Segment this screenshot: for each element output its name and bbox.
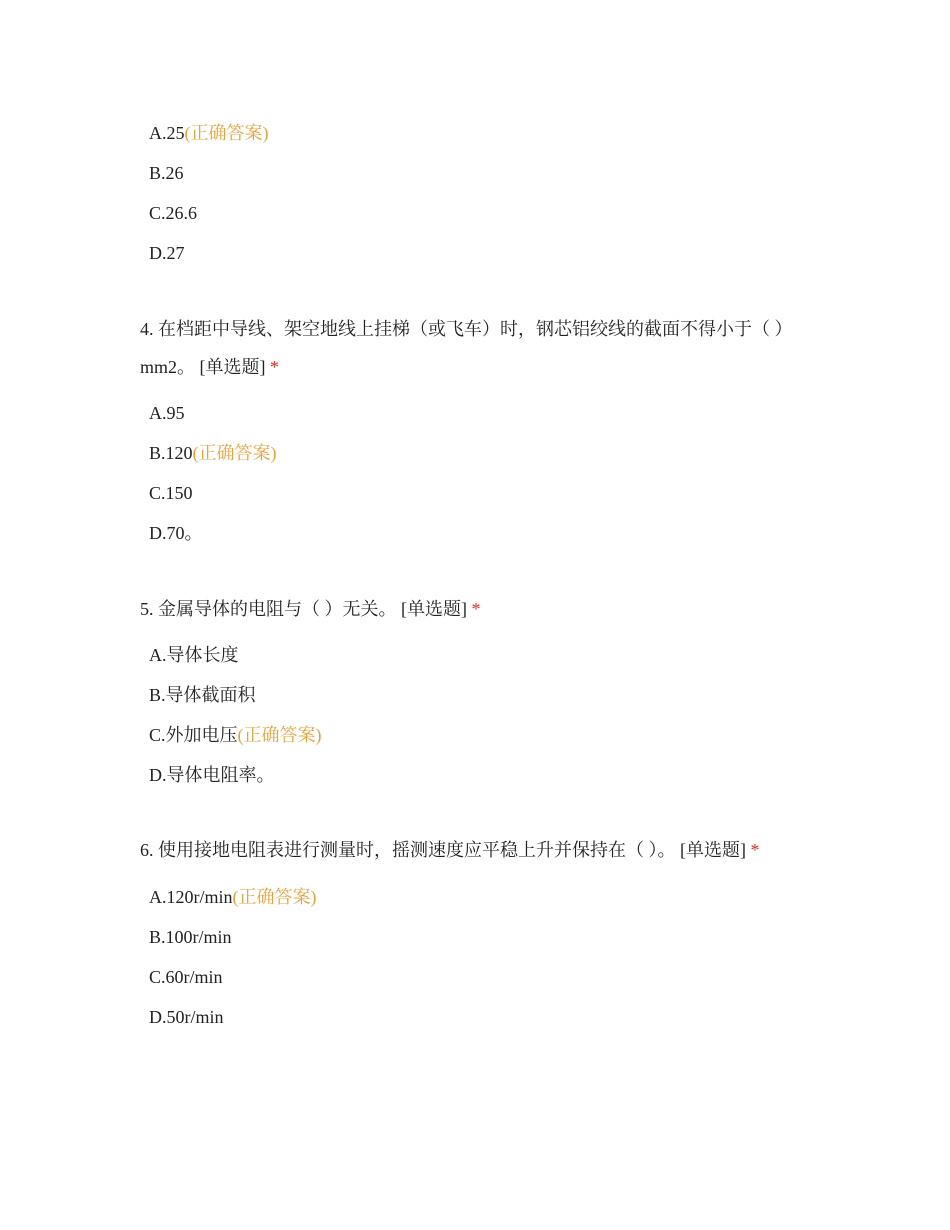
q5-question-text	[140, 590, 800, 628]
question-type: [单选题]	[680, 840, 746, 860]
q4-option-b[interactable]	[149, 441, 277, 465]
option-label: C.150	[149, 483, 193, 503]
q6-option-a[interactable]	[149, 885, 317, 909]
option-label: B.100r/min	[149, 927, 232, 947]
q6-option-d[interactable]	[149, 1005, 224, 1029]
question-number: 6.	[140, 840, 154, 860]
required-marker: *	[270, 357, 280, 377]
option-label: A.120r/min	[149, 887, 233, 907]
required-marker: *	[471, 599, 481, 619]
option-label: D.70。	[149, 523, 203, 543]
q6-question-text	[140, 831, 800, 869]
option-label: D.导体电阻率。	[149, 765, 275, 785]
option-label: A.95	[149, 403, 185, 423]
q4-question-text	[140, 310, 800, 386]
option-label: C.26.6	[149, 203, 198, 223]
question-type: [单选题]	[401, 599, 467, 619]
q3-option-b[interactable]	[149, 161, 184, 185]
q4-option-a[interactable]	[149, 401, 185, 425]
question-number: 4.	[140, 319, 154, 339]
question-body: 在档距中导线、架空地线上挂梯（或飞车）时，钢芯铝绞线的截面不得小于（ ）mm2。	[140, 319, 793, 377]
q5-option-b[interactable]	[149, 683, 256, 707]
q3-option-c[interactable]	[149, 201, 197, 225]
q3-option-d[interactable]	[149, 241, 185, 265]
correct-answer-marker: (正确答案)	[184, 123, 269, 143]
q5-option-d[interactable]	[149, 763, 275, 787]
option-label: A.25	[149, 123, 185, 143]
correct-answer-marker: (正确答案)	[237, 725, 322, 745]
q4-option-d[interactable]	[149, 521, 203, 545]
question-body: 金属导体的电阻与（ ）无关。	[158, 599, 397, 619]
q6-option-b[interactable]	[149, 925, 232, 949]
option-label: B.导体截面积	[149, 685, 256, 705]
option-label: B.120	[149, 443, 193, 463]
option-label: C.60r/min	[149, 967, 223, 987]
q5-option-a[interactable]	[149, 643, 239, 667]
question-body: 使用接地电阻表进行测量时，摇测速度应平稳上升并保持在（ ）。	[158, 840, 676, 860]
option-label: D.27	[149, 243, 185, 263]
q4-option-c[interactable]	[149, 481, 193, 505]
option-label: C.外加电压	[149, 725, 238, 745]
option-label: D.50r/min	[149, 1007, 224, 1027]
q3-option-a[interactable]	[149, 121, 269, 145]
required-marker: *	[750, 840, 760, 860]
correct-answer-marker: (正确答案)	[232, 887, 317, 907]
option-label: A.导体长度	[149, 645, 239, 665]
q6-option-c[interactable]	[149, 965, 223, 989]
option-label: B.26	[149, 163, 184, 183]
question-number: 5.	[140, 599, 154, 619]
question-type: [单选题]	[199, 357, 266, 377]
correct-answer-marker: (正确答案)	[192, 443, 277, 463]
q5-option-c[interactable]	[149, 723, 322, 747]
